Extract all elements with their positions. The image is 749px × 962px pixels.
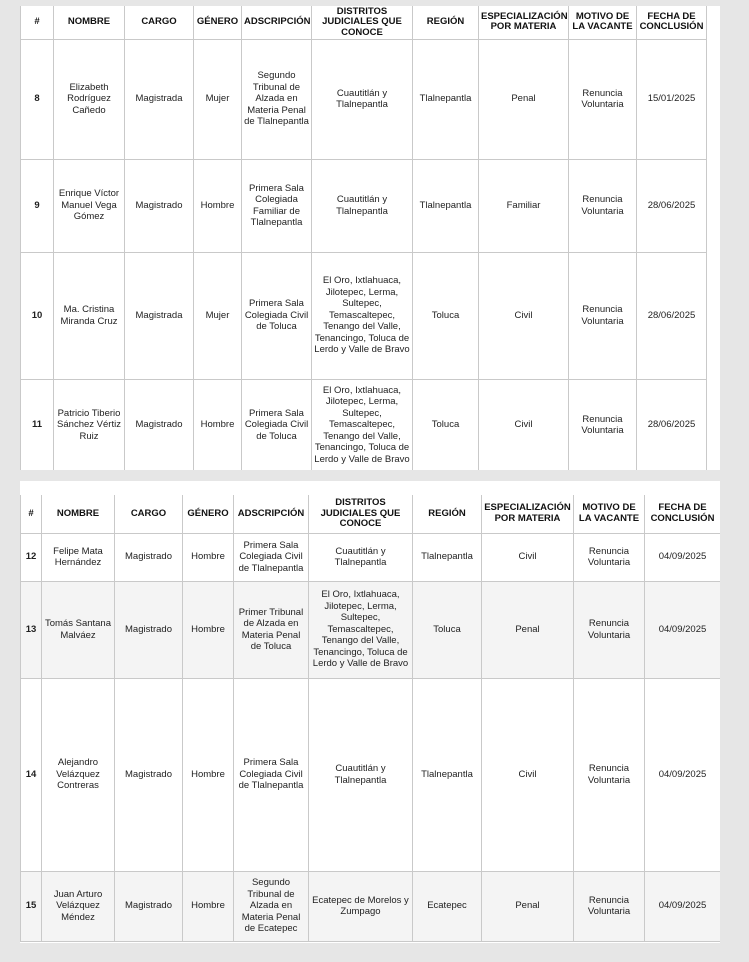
header-especializacion: ESPECIALIZACIÓN POR MATERIA <box>479 6 569 39</box>
name-cell: Tomás Santana Malváez <box>42 581 115 678</box>
header-cargo: CARGO <box>115 495 183 533</box>
header-adscripcion: ADSCRIPCIÓN <box>234 495 309 533</box>
name-cell: Alejandro Velázquez Contreras <box>42 678 115 871</box>
table-row <box>21 379 707 470</box>
cargo-cell: Magistrado <box>115 871 183 941</box>
gender-cell: Hombre <box>194 159 242 252</box>
adscription-cell: Primera Sala Colegiada Familiar de Tlalnepantla <box>242 159 312 252</box>
vacancy-reason-cell: Renuncia Voluntaria <box>574 533 645 581</box>
districts-cell: El Oro, Ixtlahuaca, Jilotepec, Lerma, Sultepec, Temascaltepec, Tenango del Valle, Tenancingo, Toluca de Lerdo y Valle de Bravo <box>312 252 413 379</box>
header-especializacion: ESPECIALIZACIÓN POR MATERIA <box>482 495 574 533</box>
name-cell: Elizabeth Rodríguez Cañedo <box>54 39 125 159</box>
vacancy-reason-cell: Renuncia Voluntaria <box>569 252 637 379</box>
cargo-cell: Magistrado <box>115 533 183 581</box>
cargo-cell: Magistrada <box>125 39 194 159</box>
specialization-cell: Penal <box>479 39 569 159</box>
districts-cell: El Oro, Ixtlahuaca, Jilotepec, Lerma, Sultepec, Temascaltepec, Tenango del Valle, Tenancingo, Toluca de Lerdo y Valle de Bravo <box>312 379 413 470</box>
vacancy-reason-cell: Renuncia Voluntaria <box>569 39 637 159</box>
gender-cell: Hombre <box>183 581 234 678</box>
gender-cell: Hombre <box>183 533 234 581</box>
adscription-cell: Primera Sala Colegiada Civil de Tlalnepantla <box>234 678 309 871</box>
districts-cell: Cuautitlán y Tlalnepantla <box>309 533 413 581</box>
header-motivo: MOTIVO DE LA VACANTE <box>569 6 637 39</box>
adscription-cell: Primera Sala Colegiada Civil de Toluca <box>242 252 312 379</box>
header-number: # <box>21 6 54 39</box>
districts-cell: Cuautitlán y Tlalnepantla <box>312 159 413 252</box>
table-page-1 <box>20 6 720 470</box>
row-number: 8 <box>21 39 54 159</box>
gender-cell: Mujer <box>194 39 242 159</box>
row-number: 10 <box>21 252 54 379</box>
table-row <box>21 252 707 379</box>
header-number: # <box>21 495 42 533</box>
adscription-cell: Segundo Tribunal de Alzada en Materia Penal de Tlalnepantla <box>242 39 312 159</box>
vacancy-reason-cell: Renuncia Voluntaria <box>569 159 637 252</box>
region-cell: Tlalnepantla <box>413 39 479 159</box>
conclusion-date-cell: 15/01/2025 <box>637 39 707 159</box>
header-region: REGIÓN <box>413 495 482 533</box>
specialization-cell: Civil <box>479 379 569 470</box>
name-cell: Patricio Tiberio Sánchez Vértiz Ruiz <box>54 379 125 470</box>
header-nombre: NOMBRE <box>54 6 125 39</box>
table-row <box>21 159 707 252</box>
region-cell: Tlalnepantla <box>413 678 482 871</box>
gender-cell: Mujer <box>194 252 242 379</box>
table-header-row <box>21 495 721 533</box>
header-adscripcion: ADSCRIPCIÓN <box>242 6 312 39</box>
header-region: REGIÓN <box>413 6 479 39</box>
region-cell: Toluca <box>413 252 479 379</box>
adscription-cell: Primera Sala Colegiada Civil de Tlalnepantla <box>234 533 309 581</box>
districts-cell: Ecatepec de Morelos y Zumpago <box>309 871 413 941</box>
districts-cell: Cuautitlán y Tlalnepantla <box>312 39 413 159</box>
name-cell: Juan Arturo Velázquez Méndez <box>42 871 115 941</box>
name-cell: Ma. Cristina Miranda Cruz <box>54 252 125 379</box>
cargo-cell: Magistrado <box>115 678 183 871</box>
conclusion-date-cell: 28/06/2025 <box>637 252 707 379</box>
header-nombre: NOMBRE <box>42 495 115 533</box>
gender-cell: Hombre <box>183 678 234 871</box>
vacancy-reason-cell: Renuncia Voluntaria <box>569 379 637 470</box>
header-distritos: DISTRITOS JUDICIALES QUE CONOCE <box>312 6 413 39</box>
header-genero: GÉNERO <box>183 495 234 533</box>
header-motivo: MOTIVO DE LA VACANTE <box>574 495 645 533</box>
region-cell: Tlalnepantla <box>413 533 482 581</box>
row-number: 14 <box>21 678 42 871</box>
conclusion-date-cell: 04/09/2025 <box>645 581 721 678</box>
conclusion-date-cell: 28/06/2025 <box>637 379 707 470</box>
specialization-cell: Civil <box>479 252 569 379</box>
row-number: 11 <box>21 379 54 470</box>
specialization-cell: Penal <box>482 871 574 941</box>
conclusion-date-cell: 04/09/2025 <box>645 871 721 941</box>
region-cell: Ecatepec <box>413 871 482 941</box>
districts-cell: El Oro, Ixtlahuaca, Jilotepec, Lerma, Sultepec, Temascaltepec, Tenango del Valle, Tenancingo, Toluca de Lerdo y Valle de Bravo <box>309 581 413 678</box>
name-cell: Felipe Mata Hernández <box>42 533 115 581</box>
cargo-cell: Magistrado <box>125 159 194 252</box>
adscription-cell: Primera Sala Colegiada Civil de Toluca <box>242 379 312 470</box>
conclusion-date-cell: 28/06/2025 <box>637 159 707 252</box>
table-row <box>21 581 721 678</box>
adscription-cell: Primer Tribunal de Alzada en Materia Penal de Toluca <box>234 581 309 678</box>
row-number: 15 <box>21 871 42 941</box>
table-row <box>21 533 721 581</box>
row-number: 9 <box>21 159 54 252</box>
conclusion-date-cell: 04/09/2025 <box>645 678 721 871</box>
header-cargo: CARGO <box>125 6 194 39</box>
vacancies-table-1 <box>20 6 707 470</box>
header-genero: GÉNERO <box>194 6 242 39</box>
region-cell: Toluca <box>413 379 479 470</box>
cargo-cell: Magistrada <box>125 252 194 379</box>
cargo-cell: Magistrado <box>115 581 183 678</box>
region-cell: Tlalnepantla <box>413 159 479 252</box>
row-number: 12 <box>21 533 42 581</box>
table-header-row <box>21 6 707 39</box>
gender-cell: Hombre <box>183 871 234 941</box>
specialization-cell: Civil <box>482 678 574 871</box>
region-cell: Toluca <box>413 581 482 678</box>
specialization-cell: Penal <box>482 581 574 678</box>
adscription-cell: Segundo Tribunal de Alzada en Materia Penal de Ecatepec <box>234 871 309 941</box>
header-fecha: FECHA DE CONCLUSIÓN <box>645 495 721 533</box>
table-row <box>21 871 721 941</box>
vacancy-reason-cell: Renuncia Voluntaria <box>574 871 645 941</box>
table-row <box>21 39 707 159</box>
table-page-2 <box>20 481 720 943</box>
vacancy-reason-cell: Renuncia Voluntaria <box>574 678 645 871</box>
row-number: 13 <box>21 581 42 678</box>
conclusion-date-cell: 04/09/2025 <box>645 533 721 581</box>
header-distritos: DISTRITOS JUDICIALES QUE CONOCE <box>309 495 413 533</box>
vacancies-table-2 <box>20 495 720 942</box>
specialization-cell: Civil <box>482 533 574 581</box>
vacancy-reason-cell: Renuncia Voluntaria <box>574 581 645 678</box>
specialization-cell: Familiar <box>479 159 569 252</box>
districts-cell: Cuautitlán y Tlalnepantla <box>309 678 413 871</box>
header-fecha: FECHA DE CONCLUSIÓN <box>637 6 707 39</box>
name-cell: Enrique Víctor Manuel Vega Gómez <box>54 159 125 252</box>
cargo-cell: Magistrado <box>125 379 194 470</box>
gender-cell: Hombre <box>194 379 242 470</box>
table-row <box>21 678 721 871</box>
